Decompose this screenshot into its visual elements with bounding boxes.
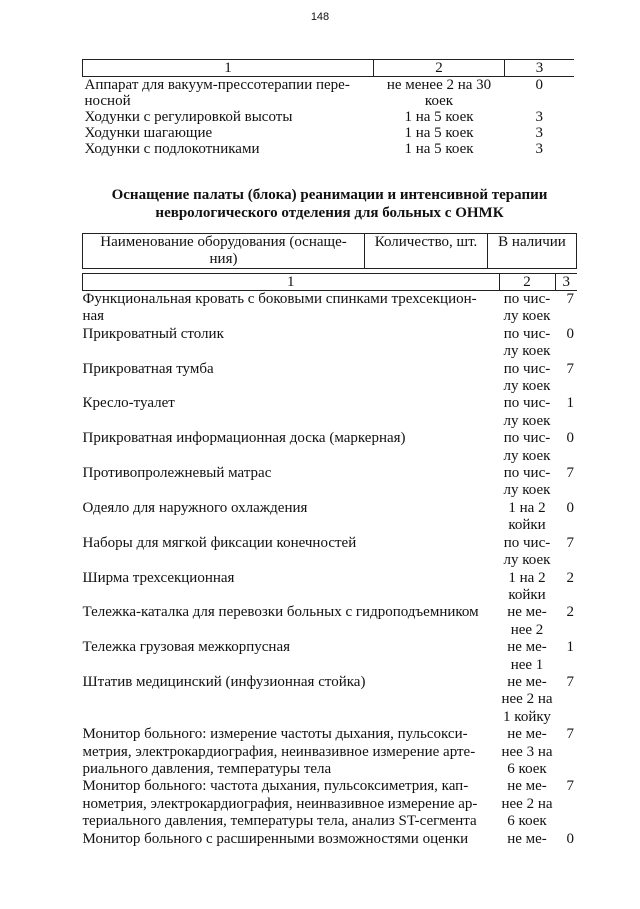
equipment-quantity: по чис- лу коек — [503, 534, 551, 569]
equipment-available: 0 — [535, 77, 543, 93]
equipment-name: Ширма трехсекционная — [82, 569, 235, 586]
page-number: 148 — [310, 11, 330, 23]
column-number-1: 1 — [83, 274, 500, 291]
table-row — [83, 326, 578, 361]
equipment-name: Тележка грузовая межкорпусная — [82, 639, 291, 656]
equipment-available: 2 — [566, 604, 574, 621]
header-available: В наличии — [488, 234, 577, 269]
table-header-row — [83, 60, 575, 77]
equipment-quantity: не ме- нее 3 на 6 коек — [501, 726, 553, 777]
equipment-quantity: по чис- лу коек — [503, 291, 551, 325]
equipment-name: Монитор больного: измерение частоты дыхания, пульсокси- метрия, электрокардиография, неинвазивное измерение арте- риального давления, температуры тела — [82, 726, 476, 777]
table-row — [83, 726, 578, 778]
equipment-table-continued — [82, 59, 574, 157]
column-number-2: 2 — [499, 274, 555, 291]
equipment-name: Ходунки с регулировкой высоты — [84, 109, 293, 125]
equipment-quantity: по чис- лу коек — [503, 465, 551, 499]
equipment-available: 2 — [566, 569, 574, 586]
equipment-quantity: по чис- лу коек — [503, 395, 551, 429]
equipment-available: 7 — [566, 291, 574, 307]
equipment-quantity: не ме- нее 2 на 6 коек — [501, 778, 553, 830]
equipment-quantity: 1 на 5 коек — [404, 141, 474, 157]
equipment-quantity: по чис- лу коек — [503, 325, 551, 360]
icu-equipment-table — [82, 273, 577, 848]
equipment-available: 1 — [566, 639, 574, 656]
equipment-quantity: не менее 2 на 30 коек — [386, 77, 492, 109]
equipment-name: Прикроватная информационная доска (маркерная) — [82, 430, 406, 447]
equipment-quantity: не ме- нее 1 — [507, 639, 547, 673]
section-title: Оснащение палаты (блока) реанимации и интенсивной терапии неврологического отделения для больных с ОНМК — [111, 187, 548, 221]
equipment-name: Функциональная кровать с боковыми спинками трехсекцион- ная — [82, 291, 477, 325]
equipment-available: 7 — [566, 465, 574, 482]
table-row — [83, 291, 578, 326]
equipment-quantity: 1 на 5 коек — [404, 125, 474, 141]
equipment-available: 0 — [566, 499, 574, 516]
equipment-name: Монитор больного: частота дыхания, пульсоксиметрия, кап- нометрия, электрокардиография, неинвазивное измерение ар- териального давления, температуры тела, анализ ST-сегмента — [82, 778, 478, 830]
equipment-available: 3 — [535, 125, 543, 141]
table-row — [83, 639, 578, 674]
table-header-row — [83, 234, 577, 269]
table-row — [83, 395, 578, 430]
column-number-3: 3 — [555, 274, 577, 291]
column-number-3: 3 — [505, 60, 575, 77]
equipment-available: 3 — [535, 109, 543, 125]
equipment-name: Противопролежневый матрас — [82, 465, 272, 482]
equipment-available: 1 — [566, 395, 574, 412]
table-row — [83, 778, 578, 830]
equipment-quantity: 1 на 2 койки — [508, 569, 546, 603]
column-number-1: 1 — [83, 60, 374, 77]
table-row — [83, 831, 578, 848]
table-row — [83, 465, 578, 500]
equipment-name: Кресло-туалет — [82, 395, 175, 412]
equipment-name: Штатив медицинский (инфузионная стойка) — [82, 673, 366, 690]
table-row — [83, 674, 578, 726]
table-row — [83, 604, 578, 639]
equipment-name: Одеяло для наружного охлаждения — [82, 499, 308, 516]
equipment-available: 7 — [566, 673, 574, 690]
equipment-available: 0 — [566, 830, 574, 847]
equipment-name: Прикроватная тумба — [82, 360, 214, 377]
equipment-available: 7 — [566, 726, 574, 743]
equipment-name: Монитор больного с расширенными возможностями оценки — [82, 830, 469, 847]
icu-table-header — [82, 233, 577, 269]
equipment-name: Ходунки шагающие — [84, 125, 213, 141]
equipment-quantity: не ме- нее 2 — [507, 604, 547, 638]
table-row — [83, 570, 578, 605]
equipment-quantity: 1 на 5 коек — [404, 109, 474, 125]
table-row — [83, 361, 578, 396]
equipment-name: Тележка-каталка для перевозки больных с гидроподъемником — [82, 604, 479, 621]
header-quantity: Количество, шт. — [365, 234, 488, 269]
table-row — [83, 125, 575, 141]
equipment-quantity: не ме- нее 2 на 1 койку — [501, 673, 553, 725]
column-number-2: 2 — [374, 60, 505, 77]
table-row — [83, 430, 578, 465]
header-equipment-name: Наименование оборудования (оснаще- ния) — [83, 234, 365, 269]
table-row — [83, 500, 578, 535]
equipment-quantity: по чис- лу коек — [503, 430, 551, 464]
equipment-name: Ходунки с подлокотниками — [84, 141, 260, 157]
equipment-name: Наборы для мягкой фиксации конечностей — [82, 534, 357, 551]
table-row — [83, 77, 575, 110]
table-numbering-row — [83, 274, 578, 291]
table-row — [83, 141, 575, 157]
equipment-quantity: по чис- лу коек — [503, 360, 551, 395]
equipment-available: 7 — [566, 360, 574, 377]
equipment-quantity: 1 на 2 койки — [508, 499, 546, 534]
equipment-available: 0 — [566, 325, 574, 342]
equipment-quantity: не ме- — [507, 830, 547, 847]
equipment-available: 7 — [566, 534, 574, 551]
equipment-available: 3 — [535, 141, 543, 157]
table-row — [83, 535, 578, 570]
equipment-available: 0 — [566, 430, 574, 447]
equipment-name: Аппарат для вакуум-прессотерапии пере- носной — [84, 77, 350, 109]
table-row — [83, 109, 575, 125]
equipment-available: 7 — [566, 778, 574, 795]
equipment-name: Прикроватный столик — [82, 325, 224, 342]
